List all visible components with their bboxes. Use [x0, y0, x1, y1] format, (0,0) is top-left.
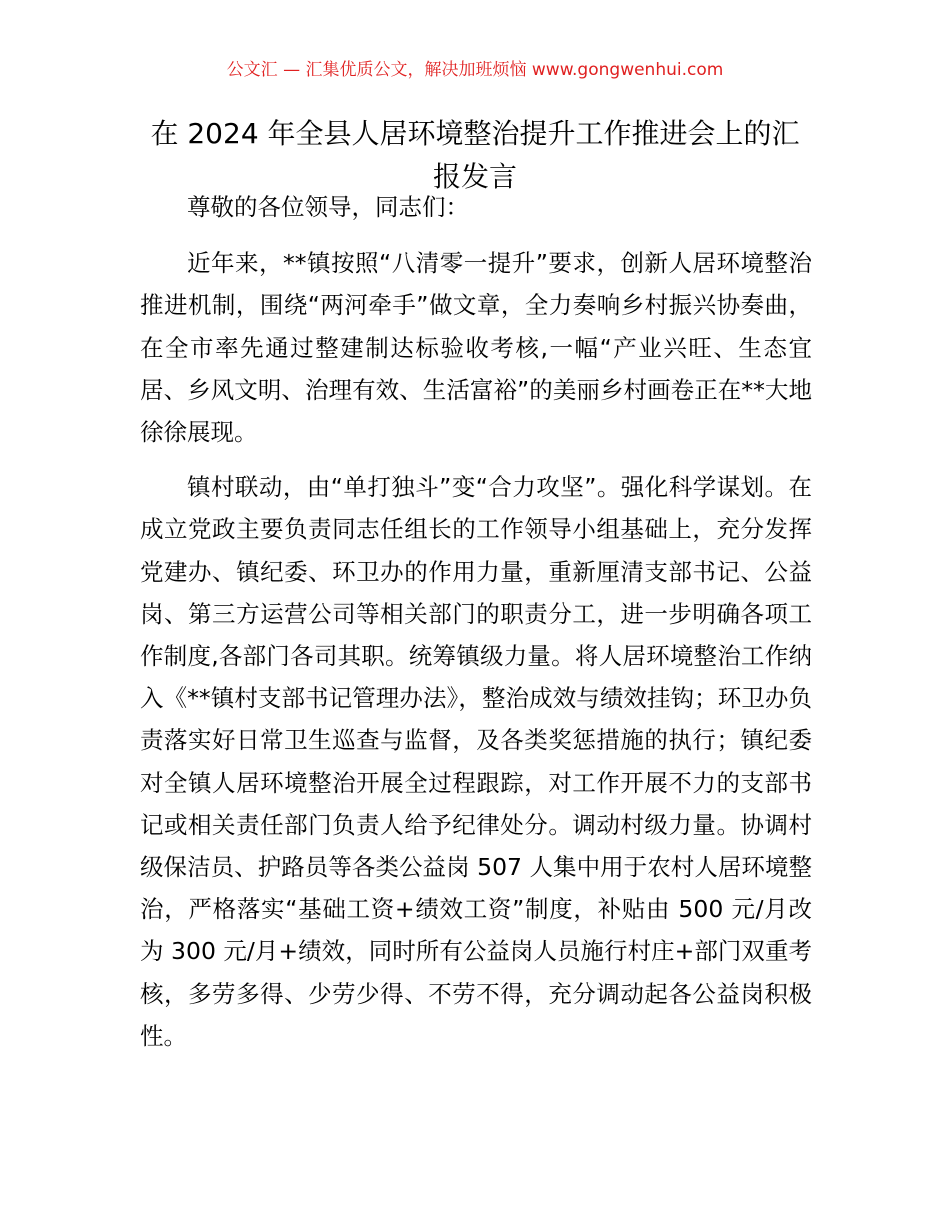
site-banner-text: 公文汇 — 汇集优质公文，解决加班烦恼 www.gongwenhui.com	[226, 60, 724, 80]
site-banner	[0, 58, 950, 82]
salutation: 尊敬的各位领导，同志们：	[187, 193, 469, 221]
document-title: 在 2024 年全县人居环境整治提升工作推进会上的汇报发言	[150, 117, 800, 193]
paragraph-intro: 近年来，**镇按照“八清零一提升”要求，创新人居环境整治推进机制，围绕“两河牵手”做文章，全力奏响乡村振兴协奏曲，在全市率先通过整建制达标验收考核,一幅“产业兴旺、生态宜居、乡风文明、治理有效、生活富裕”的美丽乡村画卷正在**大地徐徐展现。	[140, 249, 812, 447]
document-body	[140, 186, 812, 1070]
paragraph-town-village-linkage: 镇村联动，由“单打独斗”变“合力攻坚”。强化科学谋划。在成立党政主要负责同志任组长的工作领导小组基础上，充分发挥党建办、镇纪委、环卫办的作用力量，重新厘清支部书记、公益岗、第三方运营公司等相关部门的职责分工，进一步明确各项工作制度,各部门各司其职。统筹镇级力量。将人居环境整治工作纳入《**镇村支部书记管理办法》，整治成效与绩效挂钩；环卫办负责落实好日常卫生巡查与监督，及各类奖惩措施的执行；镇纪委对全镇人居环境整治开展全过程跟踪，对工作开展不力的支部书记或相关责任部门负责人给予纪律处分。调动村级力量。协调村级保洁员、护路员等各类公益岗 507 人集中用于农村人居环境整治，严格落实“基础工资+绩效工资”制度，补贴由 500 元/月改为 300 元/月+绩效，同时所有公益岗人员施行村庄+部门双重考核，多劳多得、少劳少得、不劳不得，充分调动起各公益岗积极性。	[140, 473, 812, 1050]
